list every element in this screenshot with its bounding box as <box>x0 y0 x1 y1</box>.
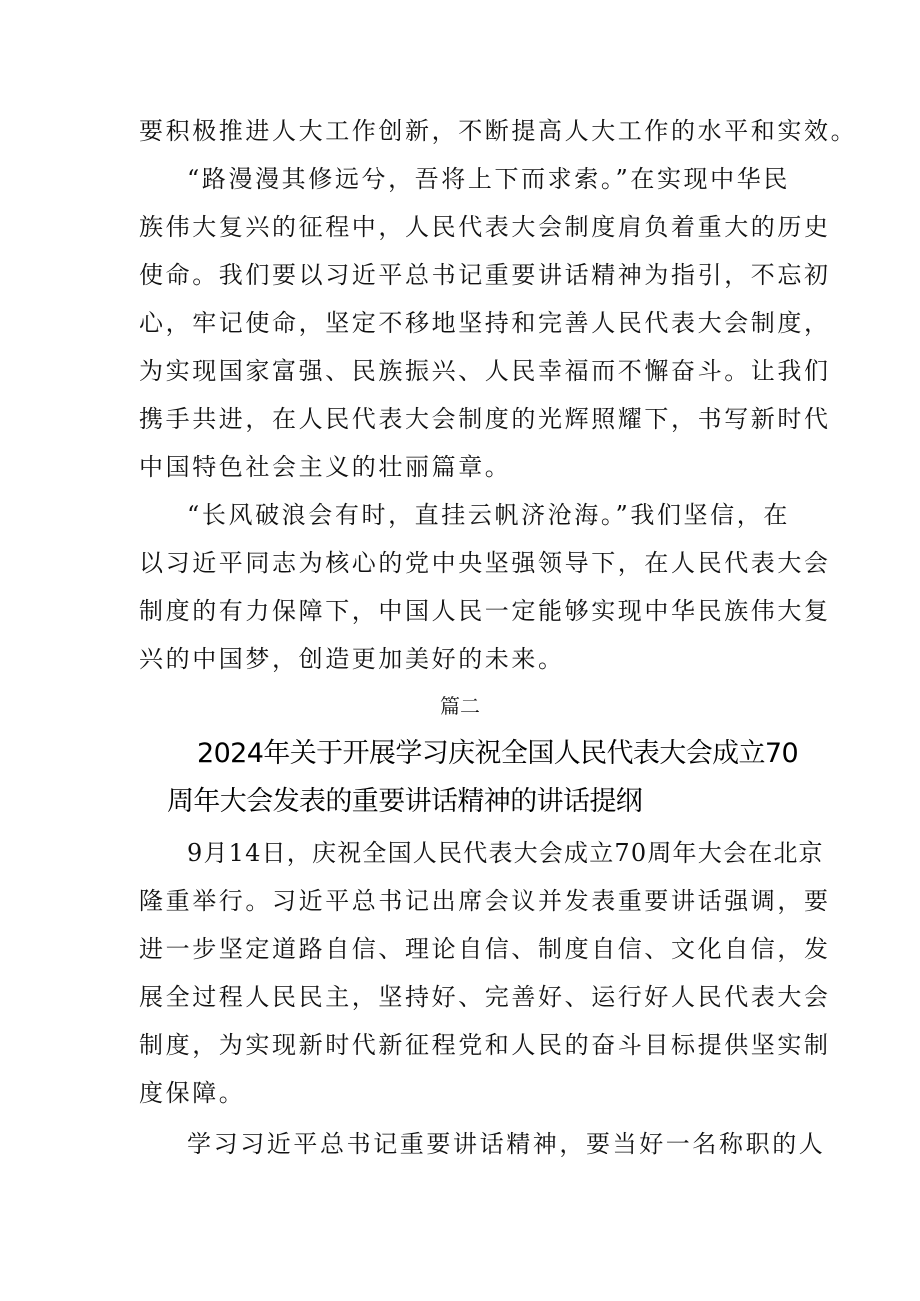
text-line: 兴的中国梦，创造更加美好的未来。 <box>139 645 565 673</box>
title-line: 2024年关于开展学习庆祝全国人民代表大会成立70 <box>197 738 799 769</box>
text-line: “路漫漫其修远兮，吾将上下而求索。”在实现中华民 <box>187 165 790 193</box>
text-line: 中国特色社会主义的壮丽篇章。 <box>139 453 512 481</box>
text-line: 携手共进，在人民代表大会制度的光辉照耀下，书写新时代 <box>139 405 831 433</box>
text-line: 进一步坚定道路自信、理论自信、制度自信、文化自信，发 <box>139 935 831 963</box>
text-line: 度保障。 <box>139 1079 246 1107</box>
text-line: 隆重举行。习近平总书记出席会议并发表重要讲话强调，要 <box>139 887 831 915</box>
text-line: 使命。我们要以习近平总书记重要讲话精神为指引，不忘初 <box>139 261 831 289</box>
text-line: 展全过程人民民主，坚持好、完善好、运行好人民代表大会 <box>139 983 831 1011</box>
text-line: 为实现国家富强、民族振兴、人民幸福而不懈奋斗。让我们 <box>139 357 831 385</box>
text-line: 族伟大复兴的征程中，人民代表大会制度肩负着重大的历史 <box>139 213 831 241</box>
text-line: “长风破浪会有时，直挂云帆济沧海。”我们坚信，在 <box>187 501 790 529</box>
text-line: 学习习近平总书记重要讲话精神，要当好一名称职的人 <box>187 1130 826 1158</box>
section-label: 篇二 <box>440 694 480 718</box>
text-line: 以习近平同志为核心的党中央坚强领导下，在人民代表大会 <box>139 549 831 577</box>
title-line: 周年大会发表的重要讲话精神的讲话提纲 <box>167 786 643 817</box>
text-line: 要积极推进人大工作创新，不断提高人大工作的水平和实效。 <box>139 117 858 145</box>
text-line: 9月14日，庆祝全国人民代表大会成立70周年大会在北京 <box>187 839 824 867</box>
text-line: 心，牢记使命，坚定不移地坚持和完善人民代表大会制度， <box>139 309 831 337</box>
text-line: 制度，为实现新时代新征程党和人民的奋斗目标提供坚实制 <box>139 1031 831 1059</box>
text-line: 制度的有力保障下，中国人民一定能够实现中华民族伟大复 <box>139 597 831 625</box>
